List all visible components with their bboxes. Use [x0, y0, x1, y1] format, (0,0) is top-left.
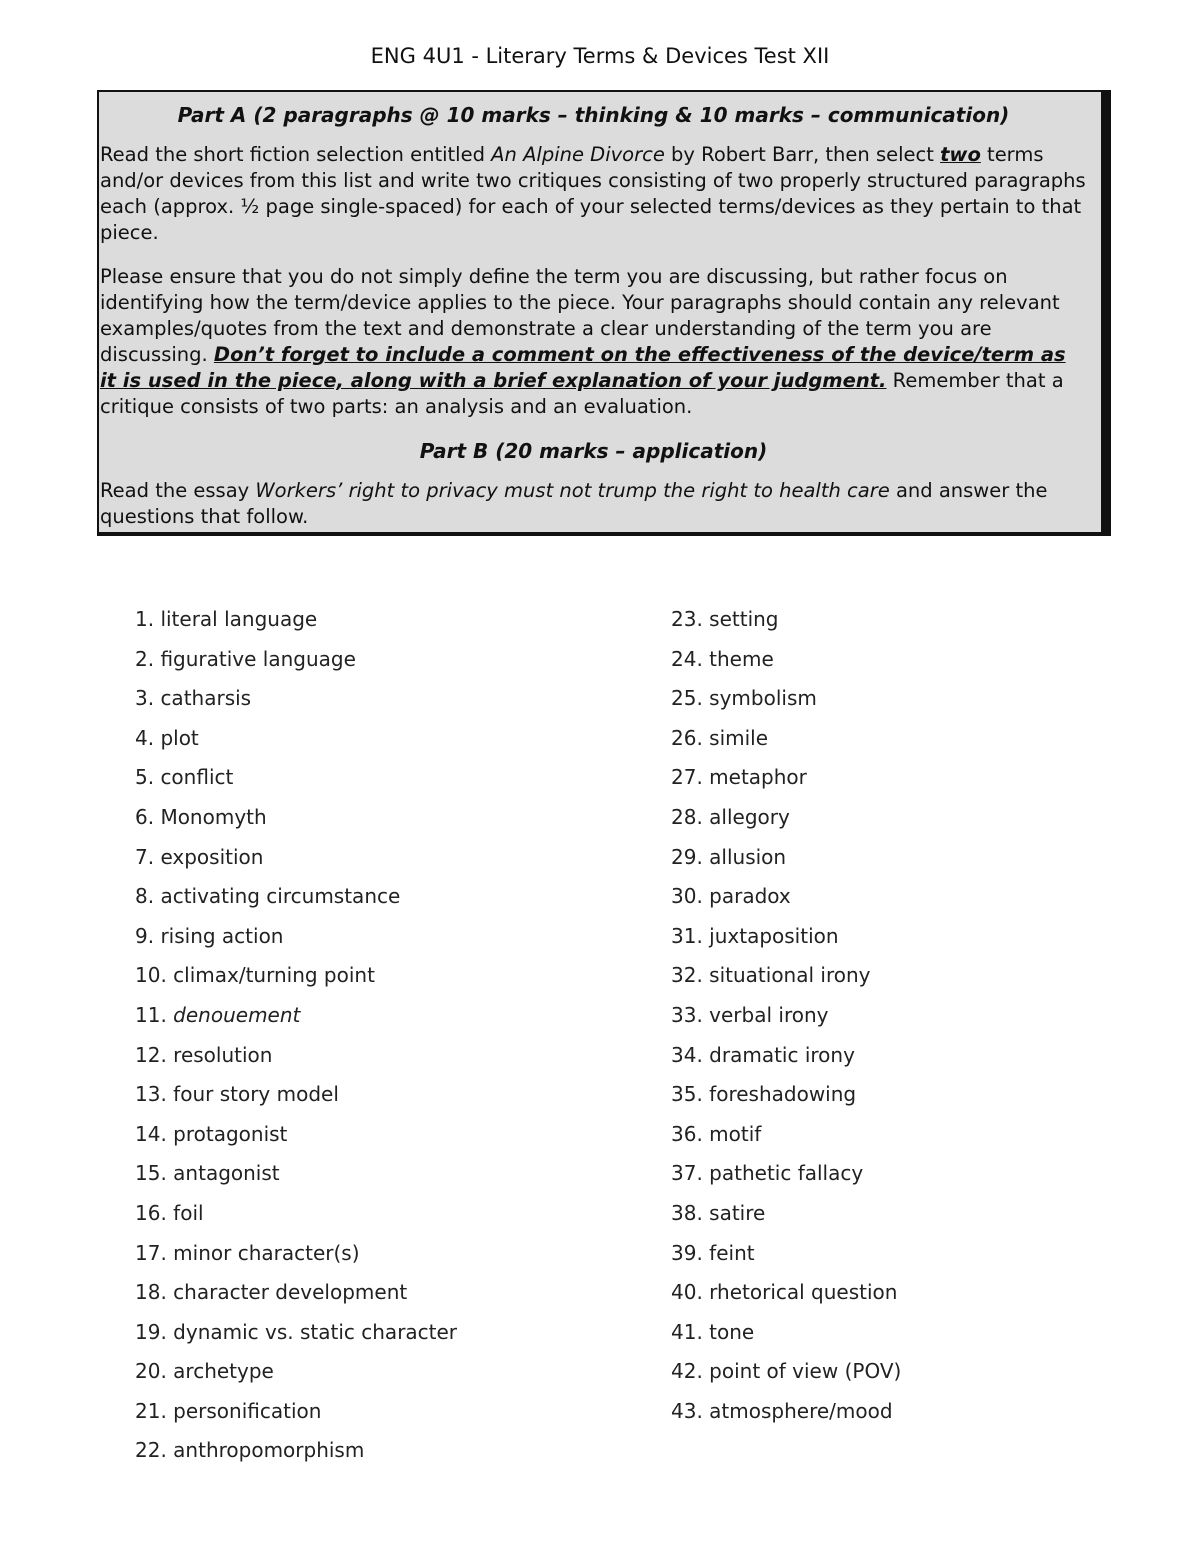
list-item: 28. allegory — [671, 804, 790, 829]
list-item: 6. Monomyth — [135, 804, 267, 829]
story-title: An Alpine Divorce — [491, 143, 665, 166]
list-item: 14. protagonist — [135, 1121, 288, 1146]
list-item: 38. satire — [671, 1200, 766, 1225]
list-item: 29. allusion — [671, 844, 787, 869]
list-item: 25. symbolism — [671, 686, 817, 711]
list-item: 1. literal language — [135, 607, 318, 631]
list-item: 18. character development — [135, 1280, 408, 1305]
list-item: 39. feint — [671, 1240, 755, 1265]
terms-list-left — [135, 604, 457, 1475]
list-item: 21. personification — [135, 1398, 322, 1423]
text-run: Read the short fiction selection entitled — [100, 143, 492, 166]
list-item: 23. setting — [671, 607, 779, 631]
list-item: 32. situational irony — [671, 963, 871, 988]
list-item — [135, 1000, 457, 1040]
list-item: 31. juxtaposition — [671, 923, 839, 948]
part-a-paragraph-1 — [100, 142, 1087, 246]
emphasis-two: two — [940, 143, 981, 166]
text-run: Read the essay — [100, 479, 256, 502]
page-title: ENG 4U1 - Literary Terms & Devices Test XII — [370, 44, 830, 68]
list-item: 13. four story model — [135, 1082, 339, 1107]
text-run: terms and/or devices from this list and write two critiques consisting of two properly structured paragraphs each (approx. ½ page single-spaced) for each of your selected terms/devices as they pertain to that piece. — [100, 143, 1086, 244]
list-item: 10. climax/turning point — [135, 963, 375, 988]
list-item: 5. conflict — [135, 765, 234, 790]
list-item: 30. paradox — [671, 884, 791, 909]
part-b-paragraph — [100, 478, 1087, 530]
list-item: 33. verbal irony — [671, 1002, 829, 1027]
term-denouement: denouement — [173, 1002, 301, 1027]
list-item: 42. point of view (POV) — [671, 1359, 902, 1384]
text-run: and answer the questions that follow. — [100, 479, 1048, 528]
list-item: 40. rhetorical question — [671, 1280, 898, 1305]
essay-title: Workers’ right to privacy must not trump the right to health care — [255, 479, 890, 502]
text-run: Please ensure that you do not simply define the term you are discussing, but rather focus on identifying how the term/device applies to the piece. Your paragraphs should contain any relevant examples/quotes from the text and demonstrate a clear understanding of the term you are discussing. — [100, 265, 1060, 366]
part-a-heading: Part A (2 paragraphs @ 10 marks – thinking & 10 marks – communication) — [177, 103, 1010, 127]
list-item: 24. theme — [671, 646, 774, 671]
list-item: 19. dynamic vs. static character — [135, 1319, 458, 1344]
text-run: by Robert Barr, then select — [664, 143, 941, 166]
part-a-paragraph-2 — [100, 264, 1087, 420]
list-item: 4. plot — [135, 725, 199, 750]
list-item: 12. resolution — [135, 1042, 273, 1067]
list-item: 35. foreshadowing — [671, 1082, 857, 1107]
list-item: 20. archetype — [135, 1359, 274, 1384]
list-item: 7. exposition — [135, 844, 264, 869]
terms-list-right — [671, 604, 901, 1435]
list-item: 16. foil — [135, 1200, 204, 1225]
list-item: 41. tone — [671, 1319, 755, 1344]
list-number: 11. — [135, 1002, 174, 1027]
list-item: 27. metaphor — [671, 765, 807, 790]
list-item: 8. activating circumstance — [135, 884, 401, 909]
text-run: Remember that a critique consists of two parts: an analysis and an evaluation. — [100, 369, 1064, 418]
list-item: 15. antagonist — [135, 1161, 280, 1186]
list-item: 17. minor character(s) — [135, 1240, 360, 1265]
part-b-heading: Part B (20 marks – application) — [419, 439, 768, 463]
list-item: 34. dramatic irony — [671, 1042, 855, 1067]
list-item: 2. figurative language — [135, 646, 356, 671]
list-item: 22. anthropomorphism — [135, 1438, 365, 1463]
list-item: 26. simile — [671, 725, 769, 750]
instructions-box — [97, 90, 1111, 536]
list-item: 36. motif — [671, 1121, 762, 1146]
list-item: 3. catharsis — [135, 686, 252, 711]
list-item: 37. pathetic fallacy — [671, 1161, 864, 1186]
list-item: 43. atmosphere/mood — [671, 1398, 893, 1423]
list-item: 9. rising action — [135, 923, 284, 948]
emphasis-reminder: Don’t forget to include a comment on the effectiveness of the device/term as it is used in the piece, along with a brief explanation of your judgment. — [100, 343, 1066, 392]
